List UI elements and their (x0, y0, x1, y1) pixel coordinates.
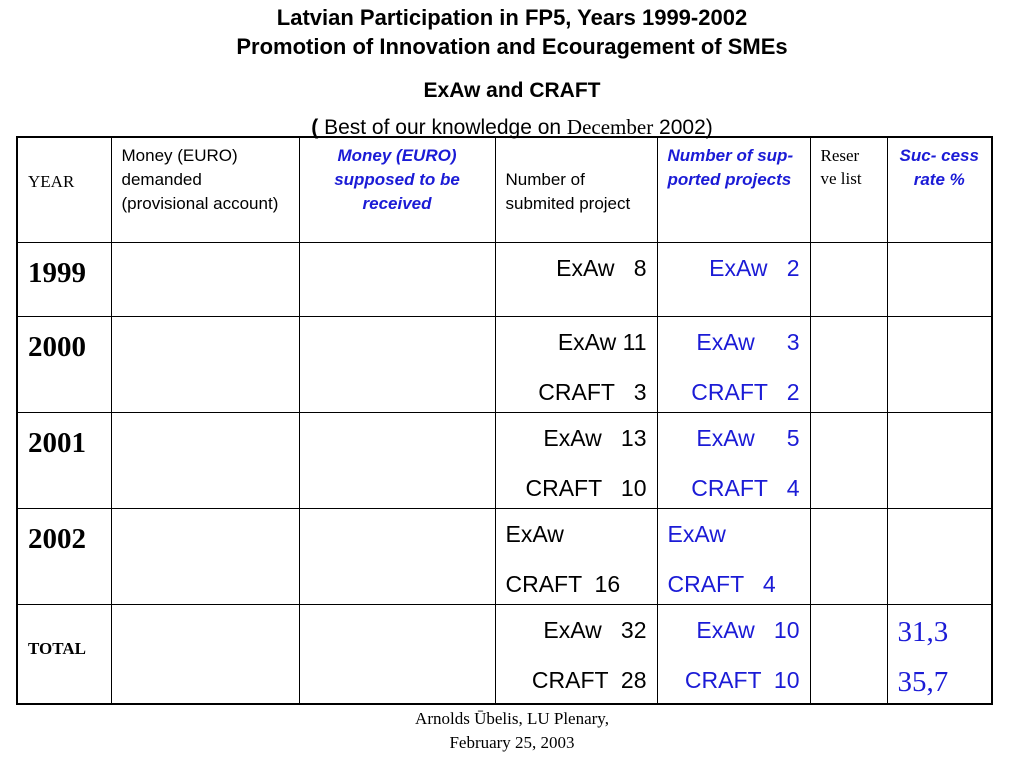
reserve-cell (810, 508, 887, 604)
month-text: December (566, 115, 654, 139)
supported-craft: CRAFT 2 (691, 378, 800, 405)
header-success: Suc- cess rate % (899, 146, 979, 189)
header-year-cell (17, 137, 111, 242)
row-total: TOTAL (28, 638, 86, 658)
success-rate-exaw: 31,3 (897, 615, 949, 648)
table-row (17, 412, 992, 508)
submitted-craft: CRAFT 28 (531, 666, 647, 693)
success-cell (887, 242, 992, 316)
header-money-demanded-cell (111, 137, 299, 242)
year-text: 2002 (659, 116, 706, 139)
money-demanded-cell (111, 316, 299, 412)
supported-exaw: ExAw 5 (696, 424, 800, 451)
money-received-cell (299, 242, 495, 316)
success-cell (887, 412, 992, 508)
reserve-cell (810, 604, 887, 704)
header-year: YEAR (28, 172, 75, 191)
row-year: 2000 (28, 330, 86, 363)
header-supported: Number of sup-ported projects (667, 146, 794, 189)
header-money-received: Money (EURO) supposed to be received (334, 146, 460, 213)
money-demanded-cell (111, 242, 299, 316)
money-received-cell (299, 412, 495, 508)
reserve-cell (810, 242, 887, 316)
paren-open: ( (311, 116, 319, 139)
submitted-exaw: ExAw 13 (543, 424, 647, 451)
header-money-demanded: Money (EURO) demanded (provisional account) (121, 146, 279, 213)
paren-close: ) (705, 116, 713, 139)
header-reserve-cell (810, 137, 887, 242)
row-year: 1999 (28, 256, 86, 289)
money-demanded-cell (111, 412, 299, 508)
title-line-2: Promotion of Innovation and Ecouragement of SMEs (236, 34, 788, 59)
participation-table (16, 136, 993, 705)
header-row (17, 137, 992, 242)
money-received-cell (299, 316, 495, 412)
supported-exaw: ExAw (667, 520, 726, 547)
reserve-cell (810, 412, 887, 508)
money-demanded-cell (111, 604, 299, 704)
submitted-craft: CRAFT 16 (505, 570, 621, 597)
table-row (17, 242, 992, 316)
header-success-cell (887, 137, 992, 242)
row-year: 2002 (28, 522, 86, 555)
header-money-received-cell (299, 137, 495, 242)
header-submitted: Number of submited project (505, 170, 631, 213)
submitted-craft: CRAFT 10 (525, 474, 647, 501)
submitted-craft: CRAFT 3 (538, 378, 647, 405)
supported-exaw: ExAw 10 (696, 616, 800, 643)
supported-craft: CRAFT 4 (691, 474, 800, 501)
reserve-cell (810, 316, 887, 412)
footer-date: February 25, 2003 (449, 733, 575, 752)
supported-craft: CRAFT 10 (684, 666, 800, 693)
money-received-cell (299, 604, 495, 704)
submitted-exaw: ExAw 32 (543, 616, 647, 643)
knowledge-text: Best of our knowledge on (324, 116, 562, 139)
submitted-exaw: ExAw 8 (556, 254, 647, 281)
money-demanded-cell (111, 508, 299, 604)
money-received-cell (299, 508, 495, 604)
supported-craft: CRAFT 4 (667, 570, 776, 597)
supported-exaw: ExAw 2 (709, 254, 800, 281)
supported-exaw: ExAw 3 (696, 328, 800, 355)
table-row (17, 316, 992, 412)
header-supported-cell (657, 137, 810, 242)
title-line-3: ExAw and CRAFT (423, 79, 601, 102)
row-year: 2001 (28, 426, 86, 459)
table-row (17, 508, 992, 604)
success-cell (887, 316, 992, 412)
title-line-1: Latvian Participation in FP5, Years 1999-2002 (276, 5, 748, 30)
total-row (17, 604, 992, 704)
submitted-exaw: ExAw 11 (557, 328, 647, 355)
footer-author: Arnolds Ūbelis, LU Plenary, (415, 709, 609, 728)
header-reserve: Reser ve list (820, 146, 862, 188)
header-submitted-cell (495, 137, 657, 242)
success-cell (887, 508, 992, 604)
success-rate-craft: 35,7 (897, 665, 949, 698)
submitted-exaw: ExAw (505, 520, 564, 547)
